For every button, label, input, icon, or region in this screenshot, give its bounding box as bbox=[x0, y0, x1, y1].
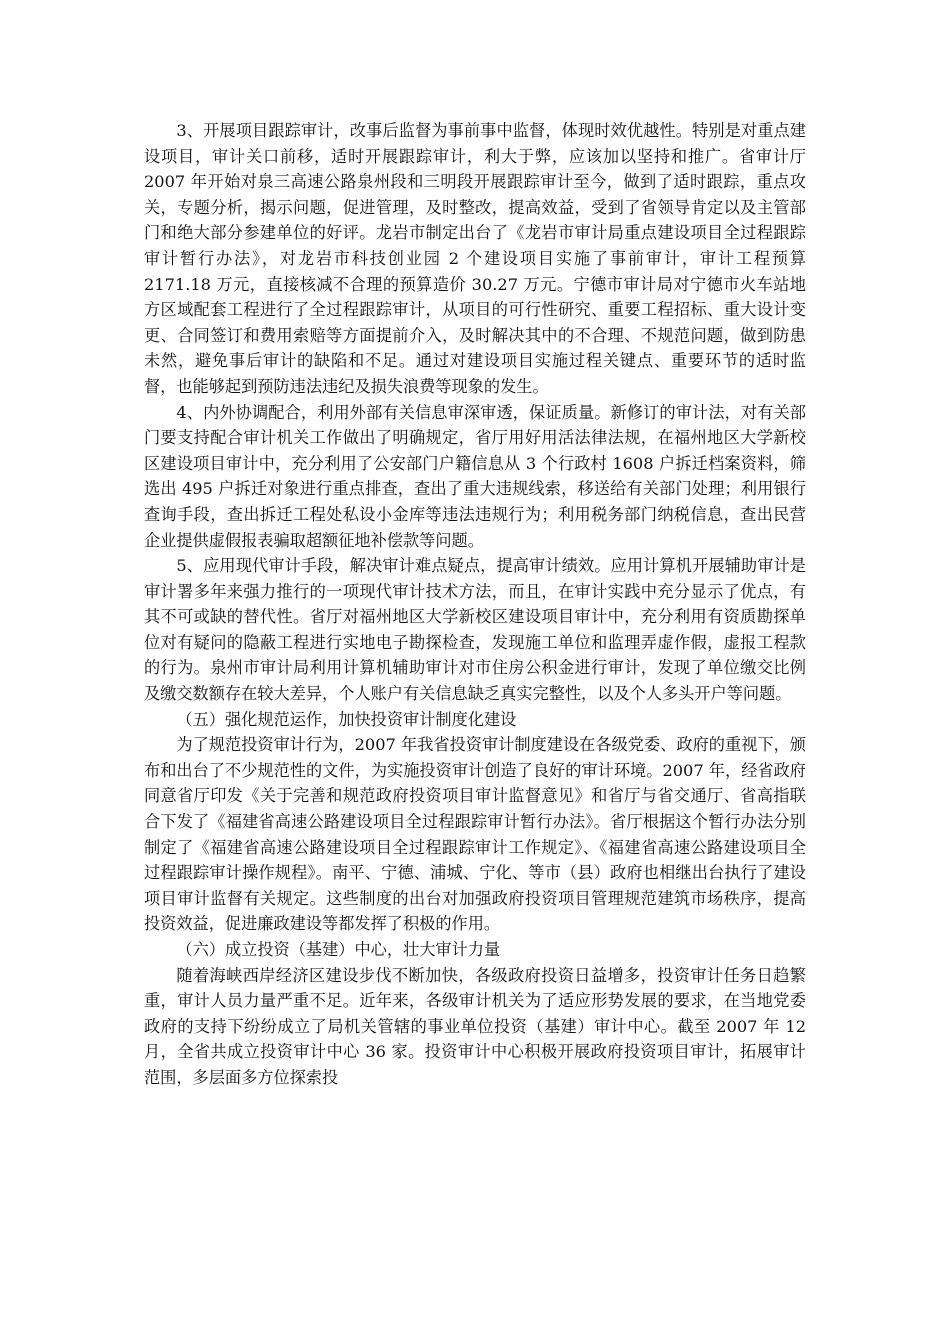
section-heading-6: （六）成立投资（基建）中心，壮大审计力量 bbox=[176, 940, 501, 959]
paragraph-item-4: 4、内外协调配合，利用外部有关信息审深审透，保证质量。新修订的审计法，对有关部门要支持配合审计机关工作做出了明确规定，省厅用好用活法律法规，在福州地区大学新校区建设项目审计中，充分利用了公安部门户籍信息从 3 个行政村 1608 户拆迁档案资料，筛选出 495 户拆迁对象进行重点排查，查出了重大违规线索，移送给有关部门处理；利用银行查询手段，查出拆迁工程处私设小金库等违法违规行为；利用税务部门纳税信息，查出民营企业提供虚假报表骗取超额征地补偿款等问题。 bbox=[144, 402, 806, 550]
section-body-6: 随着海峡西岸经济区建设步伐不断加快，各级政府投资日益增多，投资审计任务日趋繁重，审计人员力量严重不足。近年来，各级审计机关为了适应形势发展的要求，在当地党委政府的支持下纷纷成立了局机关管辖的事业单位投资（基建）审计中心。截至 2007 年 12 月，全省共成立投资审计中心 36 家。投资审计中心积极开展政府投资项目审计，拓展审计范围，多层面多方位探索投 bbox=[144, 965, 806, 1087]
section-heading-5: （五）强化规范运作，加快投资审计制度化建设 bbox=[176, 709, 517, 729]
paragraph-item-5: 5、应用现代审计手段，解决审计难点疑点，提高审计绩效。应用计算机开展辅助审计是审计署多年来强力推行的一项现代审计技术方法，而且，在审计实践中充分显示了优点，有其不可或缺的替代性。省厅对福州地区大学新校区建设项目审计中，充分利用有资质勘探单位对有疑问的隐蔽工程进行实地电子勘探检查，发现施工单位和监理弄虚作假，虚报工程款的行为。泉州市审计局利用计算机辅助审计对市住房公积金进行审计，发现了单位缴交比例及缴交数额存在较大差异，个人账户有关信息缺乏真实完整性，以及个人多头开户等问题。 bbox=[144, 556, 806, 704]
section-body-5: 为了规范投资审计行为，2007 年我省投资审计制度建设在各级党委、政府的重视下，颁布和出台了不少规范性的文件，为实施投资审计创造了良好的审计环境。2007 年，经省政府同意省厅印发《关于完善和规范政府投资项目审计监督意见》和省厅与省交通厅、省高指联合下发了《福建省高速公路建设项目全过程跟踪审计暂行办法》。省厅根据这个暂行办法分别制定了《福建省高速公路建设项目全过程跟踪审计工作规定》、《福建省高速公路建设项目全过程跟踪审计操作规程》。南平、宁德、浦城、宁化、等市（县）政府也相继出台执行了建设项目审计监督有关规定。这些制度的出台对加强政府投资项目管理规范建筑市场秩序，提高投资效益，促进廉政建设等都发挥了积极的作用。 bbox=[144, 735, 806, 934]
document-page bbox=[144, 118, 806, 1091]
paragraph-item-3: 3、开展项目跟踪审计，改事后监督为事前事中监督，体现时效优越性。特别是对重点建设项目，审计关口前移，适时开展跟踪审计，利大于弊，应该加以坚持和推广。省审计厅 2007 年开始对泉三高速公路泉州段和三明段开展跟踪审计至今，做到了适时跟踪，重点攻关，专题分析，揭示问题，促进管理，及时整改，提高效益，受到了省领导肯定以及主管部门和绝大部分参建单位的好评。龙岩市制定出台了《龙岩市审计局重点建设项目全过程跟踪审计暂行办法》，对龙岩市科技创业园 2 个建设项目实施了事前审计，审计工程预算 2171.18 万元，直接核减不合理的预算造价 30.27 万元。宁德市审计局对宁德市火车站地方区域配套工程进行了全过程跟踪审计，从项目的可行性研究、重要工程招标、重大设计变更、合同签订和费用索赔等方面提前介入，及时解决其中的不合理、不规范问题，做到防患未然，避免事后审计的缺陷和不足。通过对建设项目实施过程关键点、重要环节的适时监督，也能够起到预防违法违纪及损失浪费等现象的发生。 bbox=[144, 121, 806, 396]
